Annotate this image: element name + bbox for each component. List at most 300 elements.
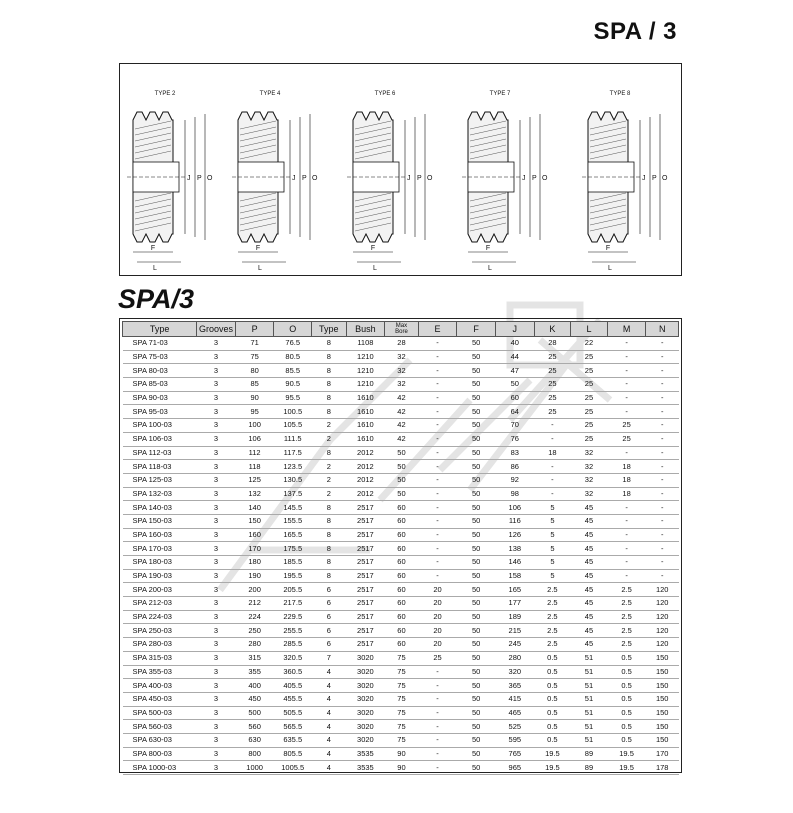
table-cell: 86: [495, 460, 534, 474]
table-cell: 5: [534, 569, 571, 583]
table-cell: 85.5: [274, 364, 312, 378]
table-cell: 455.5: [274, 692, 312, 706]
table-cell: 5: [534, 556, 571, 570]
dimension-label: O: [427, 175, 433, 182]
table-cell: 25: [534, 364, 571, 378]
table-cell: 2012: [346, 473, 385, 487]
table-cell: SPA 106-03: [123, 432, 197, 446]
dimension-table: [122, 321, 679, 775]
table-cell: SPA 200-03: [123, 583, 197, 597]
table-row: [123, 733, 679, 747]
table-cell: 185.5: [274, 556, 312, 570]
table-cell: 20: [418, 624, 457, 638]
table-cell: 2517: [346, 501, 385, 515]
table-cell: 51: [571, 720, 608, 734]
pulley-drawing-type-1: [127, 91, 213, 272]
table-cell: -: [418, 391, 457, 405]
table-cell: 2517: [346, 583, 385, 597]
table-cell: 50: [457, 706, 496, 720]
table-cell: 50: [457, 364, 496, 378]
table-cell: 137.5: [274, 487, 312, 501]
table-cell: 3: [197, 569, 236, 583]
table-cell: 45: [571, 542, 608, 556]
table-cell: 150: [646, 665, 679, 679]
table-cell: 0.5: [534, 651, 571, 665]
table-cell: 2: [312, 487, 347, 501]
table-cell: 565.5: [274, 720, 312, 734]
table-cell: 1000: [235, 761, 274, 775]
table-cell: SPA 160-03: [123, 528, 197, 542]
table-cell: -: [418, 473, 457, 487]
table-cell: 25: [571, 350, 608, 364]
table-cell: 89: [571, 747, 608, 761]
table-cell: 50: [457, 610, 496, 624]
table-cell: 405.5: [274, 679, 312, 693]
table-cell: 116: [495, 514, 534, 528]
table-row: [123, 391, 679, 405]
table-cell: -: [418, 528, 457, 542]
table-cell: 229.5: [274, 610, 312, 624]
table-cell: 3: [197, 638, 236, 652]
table-cell: -: [418, 514, 457, 528]
table-row: [123, 542, 679, 556]
table-cell: 217.5: [274, 597, 312, 611]
table-cell: 50: [457, 679, 496, 693]
table-cell: 0.5: [534, 720, 571, 734]
table-cell: SPA 224-03: [123, 610, 197, 624]
column-header: K: [534, 322, 571, 337]
table-cell: 165.5: [274, 528, 312, 542]
table-cell: 20: [418, 597, 457, 611]
table-cell: 635.5: [274, 733, 312, 747]
table-cell: 50: [457, 528, 496, 542]
table-cell: 50: [385, 446, 419, 460]
table-cell: 8: [312, 405, 347, 419]
table-cell: 51: [571, 651, 608, 665]
dimension-label: P: [532, 175, 537, 182]
table-cell: 0.5: [607, 720, 646, 734]
table-cell: -: [607, 350, 646, 364]
table-cell: 3: [197, 419, 236, 433]
table-cell: 365: [495, 679, 534, 693]
table-cell: SPA 125-03: [123, 473, 197, 487]
table-cell: SPA 132-03: [123, 487, 197, 501]
table-cell: 0.5: [607, 733, 646, 747]
table-row: [123, 419, 679, 433]
table-cell: 76.5: [274, 337, 312, 351]
table-cell: SPA 212-03: [123, 597, 197, 611]
table-cell: 3: [197, 391, 236, 405]
table-cell: 2.5: [534, 638, 571, 652]
table-cell: 6: [312, 610, 347, 624]
table-cell: 3: [197, 432, 236, 446]
table-cell: 415: [495, 692, 534, 706]
table-cell: 160: [235, 528, 274, 542]
dimension-label: P: [652, 175, 657, 182]
table-cell: -: [646, 446, 679, 460]
table-cell: -: [646, 473, 679, 487]
table-cell: 6: [312, 597, 347, 611]
table-cell: 50: [457, 514, 496, 528]
table-cell: -: [607, 405, 646, 419]
table-cell: 177: [495, 597, 534, 611]
table-cell: 42: [385, 405, 419, 419]
table-cell: 158: [495, 569, 534, 583]
table-cell: -: [607, 337, 646, 351]
table-cell: 28: [385, 337, 419, 351]
table-cell: 8: [312, 542, 347, 556]
table-cell: 95: [235, 405, 274, 419]
table-cell: 3: [197, 651, 236, 665]
pulley-drawing-type-2: [232, 91, 318, 272]
dimension-label: F: [485, 245, 491, 252]
pulley-type-drawings: [119, 63, 682, 276]
table-cell: 45: [571, 638, 608, 652]
table-cell: 25: [607, 419, 646, 433]
table-cell: 155.5: [274, 514, 312, 528]
table-cell: -: [534, 487, 571, 501]
table-cell: 117.5: [274, 446, 312, 460]
table-cell: 560: [235, 720, 274, 734]
table-cell: 360.5: [274, 665, 312, 679]
table-cell: -: [646, 487, 679, 501]
table-cell: 60: [385, 569, 419, 583]
table-cell: -: [646, 542, 679, 556]
table-cell: 105.5: [274, 419, 312, 433]
table-cell: 64: [495, 405, 534, 419]
table-cell: 1210: [346, 350, 385, 364]
dimension-label: O: [207, 175, 213, 182]
table-cell: -: [607, 364, 646, 378]
table-cell: 3535: [346, 747, 385, 761]
table-cell: -: [418, 665, 457, 679]
dimension-label: P: [417, 175, 422, 182]
table-header-row: [123, 322, 679, 337]
column-header: Max Bore: [385, 322, 419, 337]
table-cell: 8: [312, 337, 347, 351]
table-cell: 7: [312, 651, 347, 665]
table-cell: 45: [571, 597, 608, 611]
table-cell: 25: [571, 378, 608, 392]
table-cell: -: [534, 419, 571, 433]
table-cell: 90: [385, 761, 419, 775]
table-cell: 25: [607, 432, 646, 446]
column-header: L: [571, 322, 608, 337]
table-cell: 8: [312, 378, 347, 392]
table-row: [123, 679, 679, 693]
column-header: Bush: [346, 322, 385, 337]
column-header: E: [418, 322, 457, 337]
table-cell: -: [418, 378, 457, 392]
table-cell: -: [418, 556, 457, 570]
table-cell: 50: [457, 432, 496, 446]
table-row: [123, 514, 679, 528]
table-cell: 90: [235, 391, 274, 405]
table-cell: 3: [197, 487, 236, 501]
table-cell: 19.5: [534, 761, 571, 775]
table-row: [123, 597, 679, 611]
table-cell: 1610: [346, 419, 385, 433]
table-cell: 3020: [346, 665, 385, 679]
table-cell: 19.5: [607, 761, 646, 775]
table-cell: 20: [418, 610, 457, 624]
dimension-label: L: [258, 265, 262, 272]
table-cell: 18: [534, 446, 571, 460]
table-cell: -: [418, 569, 457, 583]
table-row: [123, 761, 679, 775]
table-cell: 75: [385, 720, 419, 734]
table-cell: 2517: [346, 514, 385, 528]
table-cell: 50: [457, 378, 496, 392]
table-cell: 2012: [346, 487, 385, 501]
table-cell: 126: [495, 528, 534, 542]
table-cell: 32: [571, 446, 608, 460]
table-cell: 25: [571, 405, 608, 419]
table-cell: 71: [235, 337, 274, 351]
table-cell: 32: [385, 350, 419, 364]
table-cell: 50: [457, 337, 496, 351]
table-row: [123, 692, 679, 706]
table-cell: 50: [457, 501, 496, 515]
table-cell: 25: [571, 419, 608, 433]
table-row: [123, 473, 679, 487]
table-cell: 4: [312, 692, 347, 706]
table-cell: 6: [312, 638, 347, 652]
drawing-label: TYPE 7: [489, 91, 511, 97]
table-cell: 2517: [346, 624, 385, 638]
table-cell: 0.5: [607, 692, 646, 706]
table-cell: -: [646, 391, 679, 405]
table-cell: 215: [495, 624, 534, 638]
table-cell: -: [646, 378, 679, 392]
drawing-label: TYPE 6: [374, 91, 396, 97]
table-cell: 22: [571, 337, 608, 351]
table-cell: 50: [457, 460, 496, 474]
table-cell: SPA 112-03: [123, 446, 197, 460]
table-row: [123, 638, 679, 652]
table-cell: 170: [646, 747, 679, 761]
table-cell: 140: [235, 501, 274, 515]
table-cell: 90.5: [274, 378, 312, 392]
table-cell: 0.5: [534, 665, 571, 679]
table-cell: SPA 95-03: [123, 405, 197, 419]
table-cell: -: [418, 733, 457, 747]
table-cell: SPA 450-03: [123, 692, 197, 706]
dimension-label: O: [662, 175, 668, 182]
table-cell: 150: [646, 706, 679, 720]
table-cell: SPA 90-03: [123, 391, 197, 405]
table-cell: 2012: [346, 446, 385, 460]
table-cell: -: [646, 460, 679, 474]
table-cell: 18: [607, 487, 646, 501]
table-cell: 3: [197, 747, 236, 761]
table-cell: 42: [385, 419, 419, 433]
table-cell: SPA 100-03: [123, 419, 197, 433]
table-cell: 3: [197, 761, 236, 775]
table-cell: 60: [385, 528, 419, 542]
table-cell: 320: [495, 665, 534, 679]
table-cell: 525: [495, 720, 534, 734]
table-cell: 1610: [346, 405, 385, 419]
table-cell: 178: [646, 761, 679, 775]
table-cell: 3: [197, 610, 236, 624]
table-cell: SPA 250-03: [123, 624, 197, 638]
dimension-label: J: [522, 175, 526, 182]
table-cell: 3: [197, 556, 236, 570]
table-cell: SPA 630-03: [123, 733, 197, 747]
table-cell: 189: [495, 610, 534, 624]
table-cell: 50: [457, 391, 496, 405]
table-cell: SPA 190-03: [123, 569, 197, 583]
table-cell: 51: [571, 692, 608, 706]
table-cell: 32: [571, 487, 608, 501]
table-cell: 3: [197, 446, 236, 460]
table-cell: 2.5: [534, 610, 571, 624]
table-cell: 45: [571, 569, 608, 583]
dimension-label: J: [407, 175, 411, 182]
table-cell: 400: [235, 679, 274, 693]
table-cell: 0.5: [607, 651, 646, 665]
table-cell: 51: [571, 733, 608, 747]
table-cell: 60: [385, 583, 419, 597]
table-cell: SPA 71-03: [123, 337, 197, 351]
dimension-label: O: [542, 175, 548, 182]
table-cell: 19.5: [607, 747, 646, 761]
table-cell: 765: [495, 747, 534, 761]
table-row: [123, 624, 679, 638]
table-cell: 146: [495, 556, 534, 570]
table-cell: 3: [197, 337, 236, 351]
table-cell: -: [646, 350, 679, 364]
table-cell: 5: [534, 514, 571, 528]
table-cell: 50: [385, 487, 419, 501]
table-row: [123, 487, 679, 501]
table-cell: 120: [646, 583, 679, 597]
table-cell: 120: [646, 597, 679, 611]
table-cell: 245: [495, 638, 534, 652]
table-cell: 100: [235, 419, 274, 433]
table-cell: 25: [418, 651, 457, 665]
table-cell: 50: [457, 419, 496, 433]
table-cell: 0.5: [534, 692, 571, 706]
table-cell: 0.5: [534, 706, 571, 720]
table-cell: 83: [495, 446, 534, 460]
pulley-drawing-type-3: [347, 91, 433, 272]
table-cell: 0.5: [534, 679, 571, 693]
table-cell: 2.5: [534, 583, 571, 597]
table-cell: 205.5: [274, 583, 312, 597]
table-cell: 75: [385, 651, 419, 665]
table-cell: 8: [312, 364, 347, 378]
table-cell: 120: [646, 610, 679, 624]
table-cell: 3: [197, 720, 236, 734]
table-cell: 18: [607, 460, 646, 474]
table-row: [123, 583, 679, 597]
table-cell: 60: [385, 624, 419, 638]
table-cell: SPA 140-03: [123, 501, 197, 515]
table-cell: 50: [495, 378, 534, 392]
table-cell: 5: [534, 528, 571, 542]
table-cell: 2517: [346, 556, 385, 570]
column-header: J: [495, 322, 534, 337]
table-cell: 1210: [346, 378, 385, 392]
table-cell: -: [607, 514, 646, 528]
table-cell: 224: [235, 610, 274, 624]
table-cell: SPA 170-03: [123, 542, 197, 556]
table-cell: 4: [312, 720, 347, 734]
table-cell: 3: [197, 597, 236, 611]
table-cell: 165: [495, 583, 534, 597]
table-cell: -: [418, 747, 457, 761]
table-cell: 3: [197, 350, 236, 364]
table-cell: 3: [197, 405, 236, 419]
dimension-label: F: [370, 245, 376, 252]
table-cell: 50: [457, 350, 496, 364]
table-cell: -: [646, 405, 679, 419]
table-cell: 45: [571, 528, 608, 542]
table-cell: 106: [495, 501, 534, 515]
section-title: SPA/3: [118, 284, 195, 314]
table-cell: 45: [571, 583, 608, 597]
table-cell: 3: [197, 583, 236, 597]
table-cell: 50: [457, 556, 496, 570]
table-cell: 500: [235, 706, 274, 720]
table-row: [123, 651, 679, 665]
table-cell: 125: [235, 473, 274, 487]
table-cell: 50: [457, 692, 496, 706]
table-cell: 25: [534, 405, 571, 419]
table-cell: 45: [571, 514, 608, 528]
column-header: Grooves: [197, 322, 236, 337]
table-cell: 5: [534, 542, 571, 556]
table-cell: -: [534, 473, 571, 487]
table-cell: 50: [457, 446, 496, 460]
table-cell: 3: [197, 501, 236, 515]
table-cell: -: [534, 460, 571, 474]
table-cell: 92: [495, 473, 534, 487]
table-cell: 50: [385, 473, 419, 487]
table-cell: 5: [534, 501, 571, 515]
dimension-label: J: [187, 175, 191, 182]
table-cell: 175.5: [274, 542, 312, 556]
table-cell: 285.5: [274, 638, 312, 652]
table-cell: 70: [495, 419, 534, 433]
table-cell: -: [607, 446, 646, 460]
table-cell: 2517: [346, 542, 385, 556]
table-cell: SPA 500-03: [123, 706, 197, 720]
table-cell: 75: [385, 706, 419, 720]
table-row: [123, 569, 679, 583]
table-cell: -: [418, 432, 457, 446]
page-code-heading: SPA / 3: [593, 18, 677, 45]
table-cell: -: [418, 337, 457, 351]
table-cell: -: [418, 679, 457, 693]
table-cell: 4: [312, 679, 347, 693]
table-cell: 112: [235, 446, 274, 460]
table-cell: -: [646, 337, 679, 351]
table-cell: 106: [235, 432, 274, 446]
table-cell: 40: [495, 337, 534, 351]
table-cell: 595: [495, 733, 534, 747]
table-cell: -: [418, 405, 457, 419]
table-cell: 45: [571, 501, 608, 515]
table-cell: 28: [534, 337, 571, 351]
table-cell: 80.5: [274, 350, 312, 364]
table-cell: 170: [235, 542, 274, 556]
table-cell: 32: [385, 364, 419, 378]
table-cell: 2: [312, 460, 347, 474]
table-cell: 75: [235, 350, 274, 364]
